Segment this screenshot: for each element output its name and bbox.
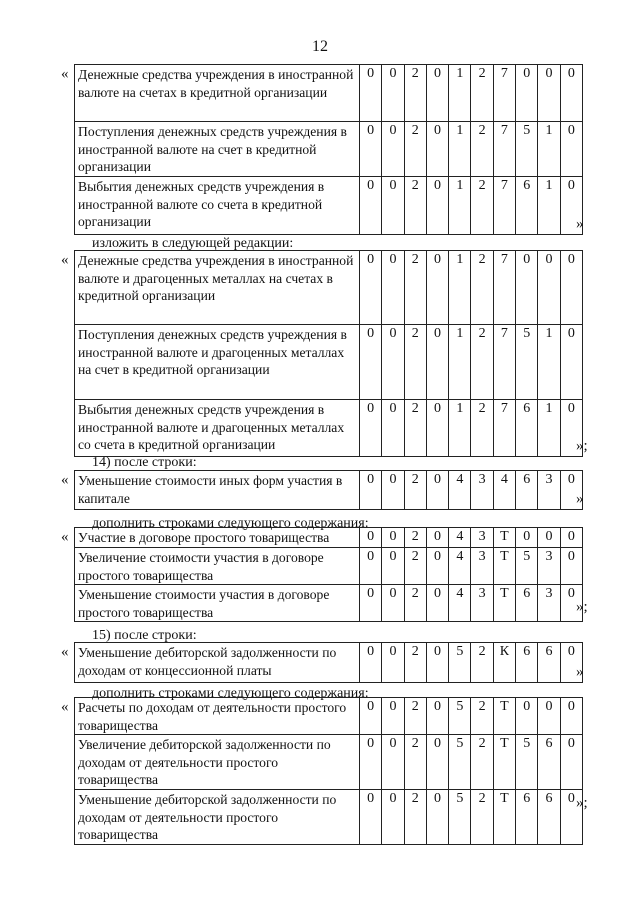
code-digit: 0 — [382, 789, 404, 844]
account-name: Уменьшение дебиторской задолженности по доходам от концессионной платы — [75, 643, 360, 683]
code-digit: 4 — [493, 471, 515, 510]
account-name: Поступления денежных средств учреждения в иностранной валюте на счет в кредитной организации — [75, 122, 360, 177]
code-digit: 3 — [471, 548, 493, 585]
code-digit: 0 — [560, 177, 582, 235]
code-digit: Т — [493, 698, 515, 735]
page-number: 12 — [312, 38, 328, 55]
code-digit: 0 — [382, 643, 404, 683]
code-digit: 2 — [471, 122, 493, 177]
code-digit: 0 — [560, 735, 582, 790]
code-digit: 1 — [538, 122, 560, 177]
opening-quote: « — [61, 699, 69, 715]
code-digit: 0 — [560, 548, 582, 585]
code-digit: 0 — [426, 698, 448, 735]
opening-quote: « — [61, 644, 69, 660]
code-digit: 6 — [538, 789, 560, 844]
code-digit: 0 — [560, 251, 582, 325]
code-digit: 0 — [382, 735, 404, 790]
table-row — [75, 585, 583, 622]
code-digit: 0 — [382, 177, 404, 235]
closing-quote: »; — [576, 438, 588, 454]
account-name: Денежные средства учреждения в иностранной валюте на счетах в кредитной организации — [75, 65, 360, 122]
code-digit: 6 — [538, 735, 560, 790]
code-digit: 0 — [382, 585, 404, 622]
account-name: Уменьшение дебиторской задолженности по доходам от деятельности простого товарищества — [75, 789, 360, 844]
instruction-text: 14) после строки: — [92, 455, 197, 470]
table-row — [75, 65, 583, 122]
account-name: Поступления денежных средств учреждения в иностранной валюте и драгоценных металлах на счет в кредитной организации — [75, 325, 360, 400]
code-digit: 0 — [560, 585, 582, 622]
code-digit: 0 — [360, 177, 382, 235]
code-digit: 1 — [449, 325, 471, 400]
account-code-table — [74, 64, 583, 235]
code-digit: 1 — [449, 400, 471, 457]
code-digit: 4 — [449, 471, 471, 510]
table-row — [75, 528, 583, 548]
opening-quote: « — [61, 252, 69, 268]
code-digit: 3 — [538, 585, 560, 622]
code-digit: 0 — [360, 400, 382, 457]
code-digit: 2 — [471, 177, 493, 235]
code-digit: 0 — [426, 325, 448, 400]
code-digit: 2 — [404, 528, 426, 548]
code-digit: 0 — [360, 325, 382, 400]
code-digit: 1 — [449, 122, 471, 177]
code-digit: 7 — [493, 122, 515, 177]
code-digit: 6 — [516, 585, 538, 622]
code-digit: 2 — [471, 789, 493, 844]
code-digit: 0 — [560, 698, 582, 735]
code-digit: 1 — [449, 65, 471, 122]
code-digit: 0 — [426, 528, 448, 548]
code-digit: 5 — [516, 735, 538, 790]
table-row — [75, 177, 583, 235]
table-row — [75, 325, 583, 400]
table-row — [75, 735, 583, 790]
account-name: Выбытия денежных средств учреждения в иностранной валюте и драгоценных металлах со счета в кредитной организации — [75, 400, 360, 457]
code-digit: 3 — [471, 585, 493, 622]
code-digit: 0 — [360, 643, 382, 683]
instruction-text: дополнить строками следующего содержания: — [92, 686, 369, 701]
code-digit: 0 — [538, 698, 560, 735]
code-digit: Т — [493, 548, 515, 585]
code-digit: 2 — [471, 325, 493, 400]
code-digit: 4 — [449, 548, 471, 585]
code-digit: 2 — [404, 643, 426, 683]
closing-quote: » — [576, 216, 584, 232]
code-digit: 1 — [538, 177, 560, 235]
code-digit: 5 — [449, 789, 471, 844]
code-digit: Т — [493, 528, 515, 548]
account-name: Уменьшение стоимости иных форм участия в капитале — [75, 471, 360, 510]
table-row — [75, 122, 583, 177]
code-digit: 0 — [360, 585, 382, 622]
code-digit: 2 — [404, 735, 426, 790]
code-digit: 0 — [360, 735, 382, 790]
code-digit: 0 — [360, 65, 382, 122]
code-digit: 3 — [538, 548, 560, 585]
code-digit: 5 — [449, 698, 471, 735]
code-digit: К — [493, 643, 515, 683]
table-row — [75, 643, 583, 683]
table-row — [75, 400, 583, 457]
account-name: Уменьшение стоимости участия в договоре простого товарищества — [75, 585, 360, 622]
account-code-table — [74, 527, 583, 622]
code-digit: 6 — [516, 471, 538, 510]
code-digit: 0 — [560, 789, 582, 844]
code-digit: Т — [493, 585, 515, 622]
code-digit: 0 — [360, 251, 382, 325]
table-row — [75, 251, 583, 325]
code-digit: 0 — [538, 251, 560, 325]
code-digit: 4 — [449, 585, 471, 622]
code-digit: 7 — [493, 65, 515, 122]
code-digit: 0 — [426, 585, 448, 622]
code-digit: 0 — [426, 548, 448, 585]
code-digit: 0 — [516, 528, 538, 548]
code-digit: 2 — [404, 400, 426, 457]
code-digit: 0 — [516, 65, 538, 122]
code-digit: 0 — [560, 122, 582, 177]
code-digit: 0 — [360, 528, 382, 548]
closing-quote: » — [576, 491, 584, 507]
code-digit: 0 — [426, 471, 448, 510]
table-row — [75, 789, 583, 844]
code-digit: 6 — [516, 177, 538, 235]
code-digit: 0 — [382, 528, 404, 548]
code-digit: 7 — [493, 400, 515, 457]
code-digit: 0 — [560, 643, 582, 683]
code-digit: 2 — [404, 698, 426, 735]
code-digit: 5 — [516, 548, 538, 585]
code-digit: 0 — [360, 471, 382, 510]
code-digit: 5 — [516, 325, 538, 400]
code-digit: 0 — [382, 325, 404, 400]
code-digit: 4 — [449, 528, 471, 548]
code-digit: 0 — [560, 65, 582, 122]
code-digit: 2 — [404, 122, 426, 177]
code-digit: 0 — [360, 789, 382, 844]
closing-quote: »; — [576, 795, 588, 811]
closing-quote: » — [576, 664, 584, 680]
code-digit: 5 — [449, 735, 471, 790]
code-digit: 2 — [404, 65, 426, 122]
code-digit: 2 — [404, 251, 426, 325]
code-digit: 0 — [426, 789, 448, 844]
code-digit: 6 — [516, 643, 538, 683]
code-digit: 0 — [382, 65, 404, 122]
closing-quote: »; — [576, 599, 588, 615]
account-code-table — [74, 470, 583, 510]
code-digit: 2 — [471, 400, 493, 457]
code-digit: 0 — [360, 122, 382, 177]
code-digit: 0 — [560, 471, 582, 510]
code-digit: 7 — [493, 251, 515, 325]
instruction-text: дополнить строками следующего содержания: — [92, 516, 369, 531]
code-digit: 2 — [471, 735, 493, 790]
account-name: Расчеты по доходам от деятельности простого товарищества — [75, 698, 360, 735]
account-name: Увеличение стоимости участия в договоре простого товарищества — [75, 548, 360, 585]
account-name: Выбытия денежных средств учреждения в иностранной валюте со счета в кредитной организации — [75, 177, 360, 235]
code-digit: 3 — [538, 471, 560, 510]
code-digit: 7 — [493, 325, 515, 400]
code-digit: 0 — [382, 251, 404, 325]
code-digit: 1 — [449, 251, 471, 325]
code-digit: 2 — [471, 698, 493, 735]
code-digit: 0 — [516, 251, 538, 325]
code-digit: 2 — [471, 251, 493, 325]
code-digit: 0 — [426, 251, 448, 325]
code-digit: 0 — [426, 400, 448, 457]
code-digit: 0 — [382, 471, 404, 510]
code-digit: 0 — [382, 698, 404, 735]
account-code-table — [74, 697, 583, 845]
code-digit: 0 — [426, 735, 448, 790]
code-digit: 0 — [426, 122, 448, 177]
code-digit: 2 — [404, 325, 426, 400]
code-digit: 0 — [516, 698, 538, 735]
code-digit: 0 — [426, 177, 448, 235]
table-row — [75, 471, 583, 510]
code-digit: 0 — [426, 65, 448, 122]
code-digit: 0 — [560, 400, 582, 457]
account-name: Увеличение дебиторской задолженности по доходам от деятельности простого товарищества — [75, 735, 360, 790]
code-digit: 2 — [404, 471, 426, 510]
account-name: Участие в договоре простого товарищества — [75, 528, 360, 548]
code-digit: 2 — [404, 585, 426, 622]
code-digit: 5 — [449, 643, 471, 683]
account-code-table — [74, 250, 583, 457]
code-digit: 6 — [516, 400, 538, 457]
code-digit: 0 — [360, 698, 382, 735]
code-digit: 0 — [538, 528, 560, 548]
account-name: Денежные средства учреждения в иностранной валюте и драгоценных металлах на счетах в кредитной организации — [75, 251, 360, 325]
code-digit: 0 — [560, 325, 582, 400]
table-row — [75, 698, 583, 735]
table-row — [75, 548, 583, 585]
code-digit: 1 — [449, 177, 471, 235]
opening-quote: « — [61, 66, 69, 82]
code-digit: 2 — [404, 789, 426, 844]
code-digit: 2 — [404, 177, 426, 235]
code-digit: 2 — [471, 65, 493, 122]
code-digit: 0 — [426, 643, 448, 683]
code-digit: 0 — [538, 65, 560, 122]
code-digit: 2 — [471, 643, 493, 683]
opening-quote: « — [61, 529, 69, 545]
code-digit: 0 — [382, 400, 404, 457]
code-digit: 3 — [471, 528, 493, 548]
code-digit: 6 — [538, 643, 560, 683]
code-digit: 2 — [404, 548, 426, 585]
code-digit: 0 — [360, 548, 382, 585]
code-digit: 1 — [538, 400, 560, 457]
code-digit: Т — [493, 789, 515, 844]
account-code-table — [74, 642, 583, 683]
instruction-text: изложить в следующей редакции: — [92, 236, 294, 251]
code-digit: 6 — [516, 789, 538, 844]
code-digit: 5 — [516, 122, 538, 177]
code-digit: 0 — [382, 122, 404, 177]
code-digit: 7 — [493, 177, 515, 235]
code-digit: 1 — [538, 325, 560, 400]
instruction-text: 15) после строки: — [92, 628, 197, 643]
code-digit: 3 — [471, 471, 493, 510]
code-digit: 0 — [382, 548, 404, 585]
code-digit: 0 — [560, 528, 582, 548]
code-digit: Т — [493, 735, 515, 790]
opening-quote: « — [61, 472, 69, 488]
